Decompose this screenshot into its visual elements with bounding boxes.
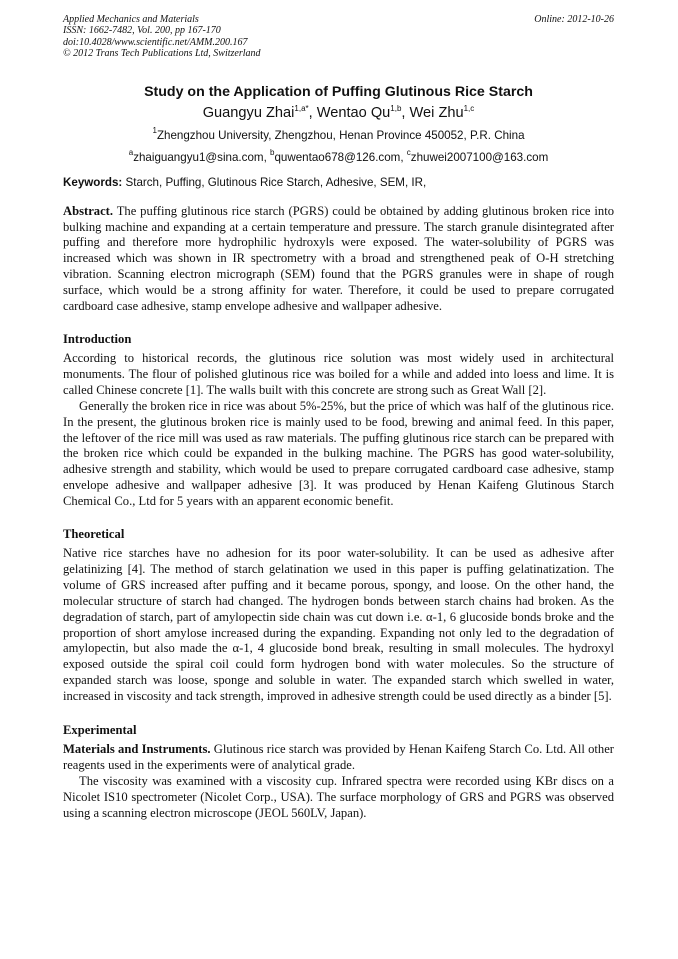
section-heading-experimental: Experimental [63,723,137,738]
paper-title: Study on the Application of Puffing Glutinous Rice Starch [144,83,533,100]
affiliation-sup: 1 [152,125,157,135]
keywords [63,175,614,191]
paragraph: According to historical records, the glutinous rice solution was most widely used in architectural monuments. The flour of polished glutinous rice was boiled for a while and added into loess and lime. It is called Chinese concrete [1]. The walls built with this concrete are strong such as Great Wall [2]. [63,350,614,397]
journal-name: Applied Mechanics and Materials [63,14,199,25]
paragraph: Generally the broken rice in rice was about 5%-25%, but the price of which was half of the glutinous rice. In the present, the glutinous broken rice is mainly used to be food, brewing and animal feed. In this paper, the leftover of the rice mill was used as raw materials. The puffing glutinous rice starch can be prepared with the broken rice which could be expanded in the bulking machine. The PGRS has good water-solubility, adhesive strength and stability, which would be used to prepare corrugated cardboard case adhesive, stamp envelope adhesive and wallpaper adhesive [3]. It was produced by Henan Kaifeng Glutinous Starch Chemical Co., Ltd for 5 years with an apparent economic benefit. [63,398,614,509]
journal-header [63,14,614,60]
online-date: Online: 2012-10-26 [534,14,614,25]
abstract-label: Abstract. [63,203,114,218]
email-link[interactable]: zhuwei2007100@163.com [410,150,549,164]
copyright-line: © 2012 Trans Tech Publications Ltd, Switzerland [63,48,261,60]
paragraph-text: Glutinous rice starch was provided by Henan Kaifeng Starch Co. Ltd. All other reagents used in the experiments were of analytical grade. [63,742,614,772]
issn-line: ISSN: 1662-7482, Vol. 200, pp 167-170 [63,25,221,37]
abstract-text: The puffing glutinous rice starch (PGRS) could be obtained by adding glutinous broken rice into bulking machine and expanding at a certain temperature and pressure. The starch granule disintegrated after puffing and therefore more hydrophilic hydroxyls were exposed. The water-solubility of PGRS was increased which was shown in IR spectrometry with a broad and strengthened peak of O-H stretching vibration. Scanning electron micrograph (SEM) found that the PGRS granules were in shape of rough surface, which would be a strong affinity for water. Therefore, it could be used to prepare corrugated cardboard case adhesive, stamp envelope adhesive and wallpaper adhesive. [63,203,614,314]
paper-page [63,14,614,822]
author-name: Wei Zhu [409,104,464,121]
abstract [63,204,614,315]
paragraph: Native rice starches have no adhesion for its poor water-solubility. It can be used as adhesive after gelatinizing [4]. The method of starch gelatination we used in this paper is puffing gelatinatization. The volume of GRS increased after puffing and it became porous, spongy, and loose. On the other hand, the molecular structure of starch had changed. The hydrogen bonds between starch chains had broken. As the degradation of starch, part of amylopectin side chain was cut down i.e. α-1, 6 glucoside bonds broke and the proportion of short amylose increased during the expanding. Expanding not only led to the degradation of amylopectin, but also made the α-1, 4 glucoside bond break, resulting in small molecules. The hydroxyl exposed outside the spiral coil could form hydrogen bond with water molecules. So the structure of expanded starch was loose, sponge and soluble in water. The expanded starch which swelled in water, increased in viscosity and tack strength, improved in adhesive strength could be used directly as a binder [5]. [63,546,614,704]
keywords-text: Starch, Puffing, Glutinous Rice Starch, Adhesive, SEM, IR, [122,175,427,189]
section-heading-introduction: Introduction [63,331,132,346]
author-sup: 1,c [463,103,475,113]
doi-line: doi:10.4028/www.scientific.net/AMM.200.167 [63,36,248,48]
author-list: Guangyu Zhai$^{1,a*}$, Wentao Qu$^{1,b}$, Wei Zhu$^{1,c}$ [202,103,475,121]
paragraph: The viscosity was examined with a viscosity cup. Infrared spectra were recorded using KBr discs on a Nicolet IS10 spectrometer (Nicolet Corp., USA). The surface morphology of GRS and PGRS was observed using a scanning electron microscope (JEOL 560LV, Japan). [63,773,614,820]
author-name: Wentao Qu [316,104,391,121]
author-name: Guangyu Zhai [202,104,295,121]
affiliation-text: Zhengzhou University, Zhengzhou, Henan Province 450052, P.R. China [156,128,525,142]
email-link[interactable]: zhaiguangyu1@sina.com [133,150,264,164]
author-sup: 1,b [390,103,402,113]
runin-heading: Materials and Instruments. [63,742,211,757]
email-list: $^a$zhaiguangyu1@sina.com, $^b$quwentao678@126.com, $^c$zhuwei2007100@163.com [128,147,549,164]
section-heading-theoretical: Theoretical [63,527,125,542]
keywords-label: Keywords: [63,175,123,189]
author-sup: 1,a* [294,103,309,113]
email-link[interactable]: quwentao678@126.com [274,150,401,164]
paragraph [63,742,614,774]
affiliation [63,125,614,144]
